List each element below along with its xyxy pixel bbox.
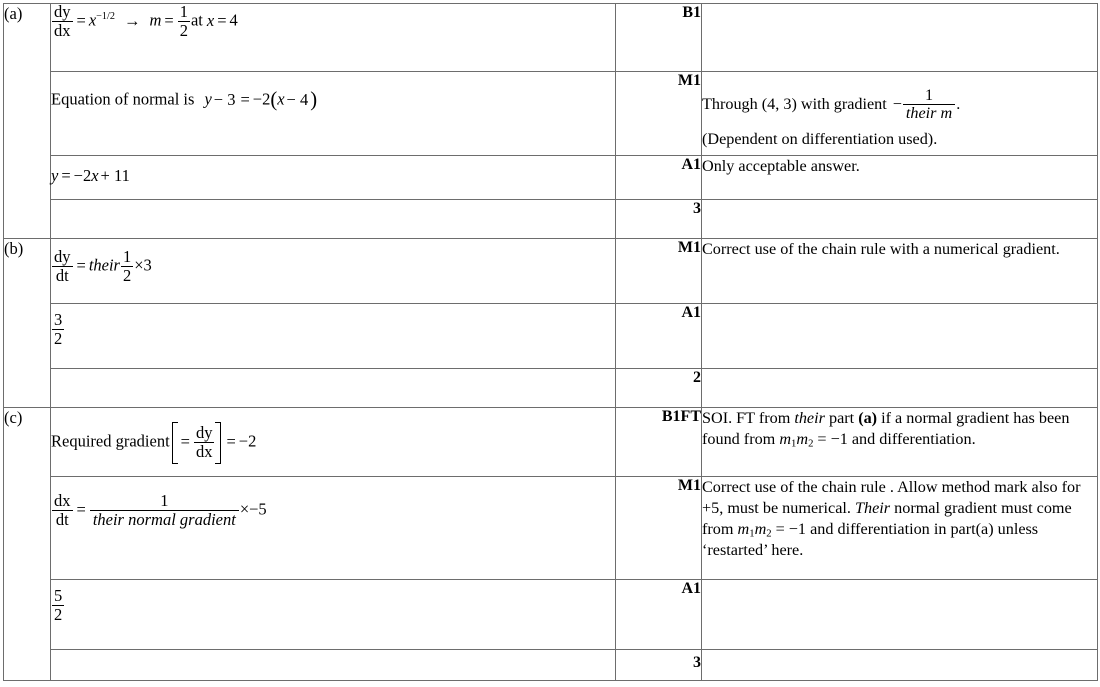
guidance-cell-c2 [702, 477, 1098, 580]
fraction-one-half [121, 248, 133, 284]
guidance-text-post: and differentiation. [847, 430, 976, 449]
fraction-denominator: 2 [122, 265, 132, 285]
fraction-dy-dx [194, 424, 215, 460]
mark-total: 3 [693, 200, 701, 217]
equals-sign: = [240, 90, 250, 109]
gradient-value: −2 [238, 431, 257, 451]
solution-cell-b3 [51, 369, 616, 408]
constant-term: + 11 [100, 166, 130, 185]
table-row [4, 408, 1098, 477]
marks-cell-c3 [616, 580, 702, 650]
variable-x: x [277, 90, 285, 109]
math-chain-rule [51, 249, 152, 285]
part-label-text: (b) [4, 239, 24, 258]
mark-total: 2 [693, 369, 701, 386]
part-label-b [4, 239, 51, 408]
equals-sign: = [226, 431, 236, 451]
solution-cell-a3 [51, 156, 616, 200]
solution-cell-a4 [51, 200, 616, 239]
fraction-five-halves [52, 587, 64, 623]
implies-arrow: → [123, 10, 141, 30]
part-label-text: (a) [4, 4, 23, 23]
mark-code: A1 [681, 580, 701, 597]
guidance-cell-c1 [702, 408, 1098, 477]
marks-cell-c1 [616, 408, 702, 477]
equals-sign: = [76, 499, 86, 519]
fraction-denominator: their normal gradient [92, 509, 236, 529]
variable-m1: m [779, 430, 792, 449]
factor-three: 3 [143, 255, 152, 275]
variable-x: x [91, 166, 99, 185]
variable-y: y [51, 166, 59, 185]
table-row [4, 156, 1098, 200]
fraction-denominator: 2 [54, 328, 63, 348]
solution-cell-b1 [51, 239, 616, 304]
mark-scheme-sheet [0, 3, 1100, 687]
variable-y: y [204, 90, 212, 109]
math-m1m2-condition [738, 520, 807, 538]
mark-code: A1 [681, 304, 701, 321]
guidance-cell-a3 [702, 156, 1098, 200]
marks-cell-b1 [616, 239, 702, 304]
fraction-denominator: dx [54, 20, 71, 40]
guidance-text-mid: part [824, 409, 859, 427]
variable-m2: m [754, 520, 767, 539]
equals-sign-3: = [217, 10, 227, 30]
solution-cell-c2 [51, 477, 616, 580]
multiply-sign: × [239, 499, 250, 519]
equals-sign-2: = [164, 10, 174, 30]
math-dx-dt-chain-rule [51, 493, 267, 529]
table-row [4, 200, 1098, 239]
fraction-numerator: dy [195, 423, 213, 443]
marks-cell-a3 [616, 156, 702, 200]
fraction-dx-dt [52, 492, 73, 528]
fraction-numerator: 1 [179, 2, 188, 22]
fraction-numerator: 5 [54, 586, 63, 606]
marks-total-b [616, 369, 702, 408]
solution-cell-c4 [51, 650, 616, 681]
guidance-line-1 [702, 88, 1097, 123]
math-answer-five-halves [51, 588, 65, 624]
fraction-dy-dt [52, 248, 73, 284]
exponent-slash: / [107, 11, 110, 23]
table-row [4, 580, 1098, 650]
guidance-text: Correct use of the chain rule with a numerical gradient. [702, 240, 1060, 258]
solution-cell-a2 [51, 72, 616, 156]
fraction-denominator: 2 [179, 20, 188, 40]
table-row [4, 650, 1098, 681]
factor-negative-five: −5 [249, 499, 267, 519]
variable-m1: m [737, 520, 750, 539]
table-row [4, 72, 1098, 156]
equals-sign: = [76, 10, 86, 30]
fraction-one-over-their-m [903, 87, 955, 122]
subscript-1: 1 [749, 527, 755, 540]
mark-code: B1FT [661, 408, 701, 425]
guidance-text-mid: normal gradient must come from [702, 499, 1072, 539]
equation-of-normal-label: Equation of normal is [51, 90, 195, 109]
part-label-a [4, 4, 51, 239]
variable-x: x [88, 10, 97, 30]
guidance-text-pre: Correct use of the chain rule . Allow method mark also for +5, must be numerical. [702, 478, 1081, 518]
part-label-text: (c) [4, 408, 23, 427]
equals-sign-inner: = [180, 431, 190, 451]
fraction-numerator: dy [54, 2, 71, 22]
fraction-one-over-their-normal-gradient [90, 492, 239, 528]
fraction-denominator: 2 [54, 604, 63, 624]
paren-open: ( [270, 89, 278, 112]
guidance-cell-b3 [702, 369, 1098, 408]
equals-negative-one: = −1 [775, 520, 807, 539]
guidance-cell-b2 [702, 304, 1098, 369]
subscript-2: 2 [766, 527, 772, 540]
x-value: 4 [229, 10, 238, 30]
fraction-denominator: dt [55, 509, 69, 529]
table-row [4, 4, 1098, 72]
guidance-cell-b1 [702, 239, 1098, 304]
fraction-numerator: 1 [90, 492, 239, 510]
table-row [4, 239, 1098, 304]
fraction-denominator: their m [905, 104, 953, 123]
part-reference-a: (a) [858, 409, 878, 427]
guidance-cell-c4 [702, 650, 1098, 681]
math-derivative-expression [51, 4, 238, 40]
variable-m: m [149, 10, 162, 30]
mark-code: M1 [677, 72, 701, 89]
coefficient-neg2: −2 [252, 90, 271, 109]
solution-cell-c1 [51, 408, 616, 477]
part-label-c [4, 408, 51, 681]
square-bracket-group [172, 422, 222, 464]
table-row [4, 304, 1098, 369]
mark-code: B1 [682, 4, 701, 21]
table-row [4, 477, 1098, 580]
variable-m2: m [796, 430, 809, 449]
mark-code: M1 [677, 239, 701, 256]
marks-cell-a2 [616, 72, 702, 156]
solution-cell-b2 [51, 304, 616, 369]
fraction-denominator: dt [55, 265, 69, 285]
math-m1m2-condition [779, 430, 848, 448]
fraction-numerator: dy [54, 247, 71, 267]
mark-total: 3 [693, 654, 701, 671]
guidance-cell-a4 [702, 200, 1098, 239]
fraction-numerator: 3 [54, 310, 63, 330]
guidance-line-2: (Dependent on differentiation used). [702, 130, 938, 148]
required-gradient-label: Required gradient [51, 431, 170, 451]
fraction-numerator: dx [54, 491, 71, 511]
marks-cell-b2 [616, 304, 702, 369]
marks-total-c [616, 650, 702, 681]
minus-sign: − [892, 95, 902, 114]
marks-cell-c2 [616, 477, 702, 580]
minus-three: − 3 [213, 90, 236, 109]
fraction-three-halves [52, 311, 64, 347]
guidance-cell-a2 [702, 72, 1098, 156]
math-normal-equation [51, 90, 317, 111]
math-line-equation [51, 168, 132, 185]
guidance-text: Only acceptable answer. [702, 157, 860, 175]
equals-negative-one: = −1 [817, 430, 848, 449]
mark-code: M1 [677, 477, 701, 494]
subscript-2: 2 [808, 437, 814, 450]
fraction-dy-dx [52, 3, 73, 39]
guidance-text-pre: Through (4, 3) with gradient [702, 95, 887, 114]
at-keyword: at [190, 10, 203, 30]
guidance-text-pre: SOI. FT from [702, 409, 795, 427]
equals-sign: = [76, 255, 86, 275]
mark-code: A1 [681, 156, 701, 173]
exponent-negative-half [96, 11, 115, 22]
marks-total-a [616, 200, 702, 239]
variable-x-2: x [206, 10, 215, 30]
mark-scheme-table [3, 3, 1098, 681]
fraction-numerator: 1 [903, 87, 955, 105]
subscript-1: 1 [791, 437, 797, 450]
marks-cell-a1 [616, 4, 702, 72]
exponent-numerator: −1 [96, 11, 108, 23]
exponent-denominator: 2 [109, 11, 115, 23]
solution-cell-a1 [51, 4, 616, 72]
paren-close: ) [310, 89, 318, 112]
their-keyword: their [88, 255, 120, 275]
fraction-denominator: dx [195, 441, 213, 461]
coefficient: −2 [73, 166, 92, 185]
their-keyword: Their [854, 499, 891, 518]
fraction-one-half [178, 3, 190, 39]
equals-sign: = [61, 166, 71, 185]
math-required-gradient [51, 422, 256, 464]
multiply-sign: × [134, 255, 144, 275]
guidance-text-mid2: if a normal gradient has been found from [702, 409, 1070, 449]
fraction-numerator: 1 [122, 247, 132, 267]
guidance-cell-a1 [702, 4, 1098, 72]
minus-four: − 4 [286, 90, 309, 109]
guidance-text-post: and differentiation in part(a) unless ‘restarted’ here. [702, 520, 1039, 560]
solution-cell-c3 [51, 580, 616, 650]
table-row [4, 369, 1098, 408]
guidance-cell-c3 [702, 580, 1098, 650]
period: . [956, 95, 961, 114]
their-keyword: their [794, 409, 825, 427]
math-answer-three-halves [51, 312, 65, 348]
